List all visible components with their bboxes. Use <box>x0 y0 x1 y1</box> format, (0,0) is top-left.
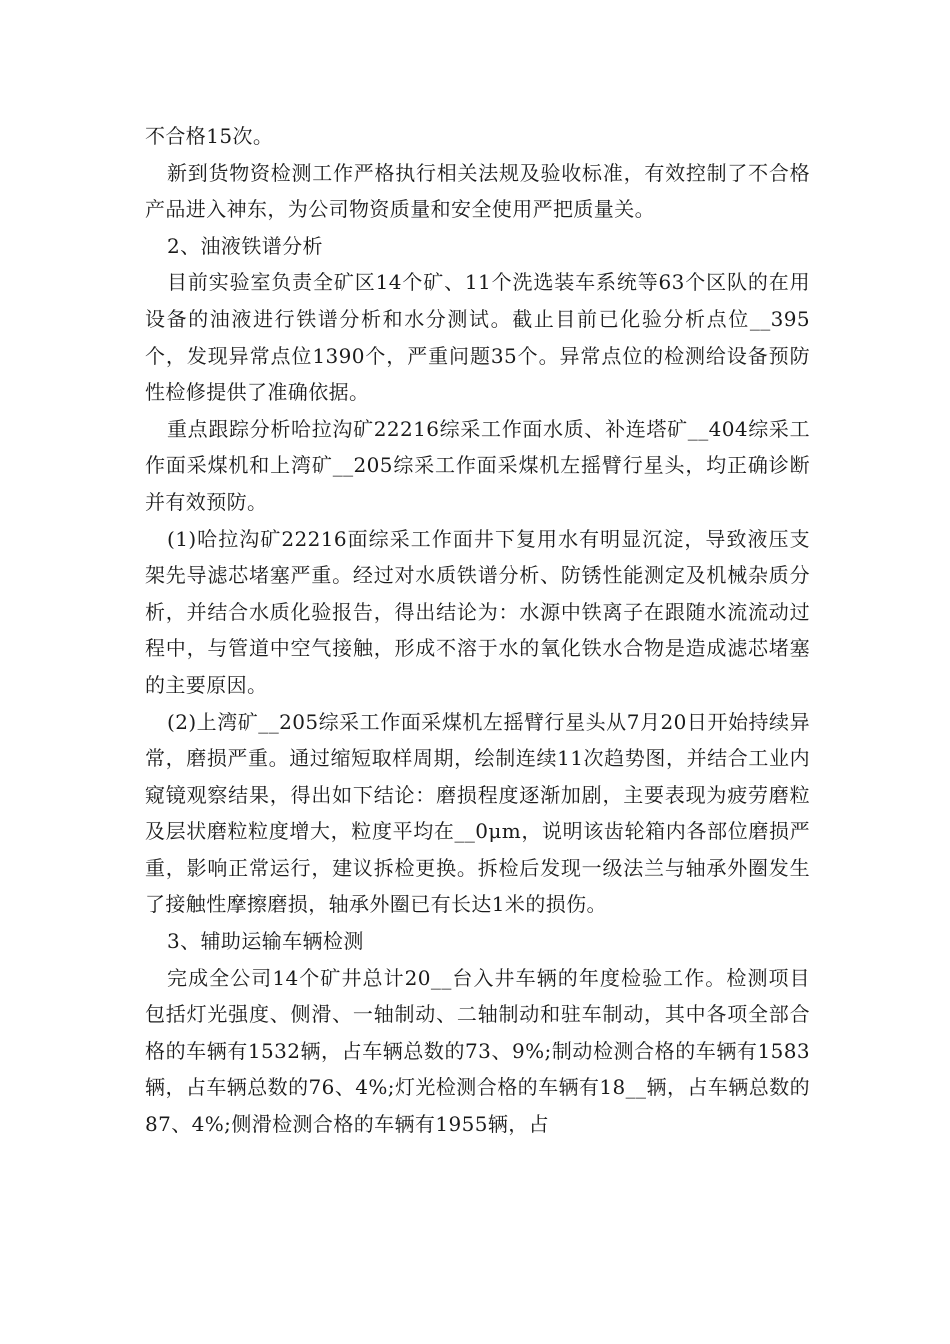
paragraph-2: 新到货物资检测工作严格执行相关法规及验收标准，有效控制了不合格产品进入神东，为公司物资质量和安全使用严把质量关。 <box>145 160 810 222</box>
section-heading-oil-ferrography: 2、油液铁谱分析 <box>167 233 323 258</box>
section-heading-vehicle-inspection: 3、辅助运输车辆检测 <box>167 929 364 954</box>
paragraph-5: (1)哈拉沟矿22216面综采工作面井下复用水有明显沉淀，导致液压支架先导滤芯堵塞严重。经过对水质铁谱分析、防锈性能测定及机械杂质分析，并结合水质化验报告，得出结论为：水源中铁离子在跟随水流流动过程中，与管道中空气接触，形成不溶于水的氧化铁水合物是造成滤芯堵塞的主要原因。 <box>145 526 810 697</box>
paragraph-7: 完成全公司14个矿井总计20__台入井车辆的年度检验工作。检测项目包括灯光强度、侧滑、一轴制动、二轴制动和驻车制动，其中各项全部合格的车辆有1532辆，占车辆总数的73、9%;制动检测合格的车辆有1583辆，占车辆总数的76、4%;灯光检测合格的车辆有18__辆，占车辆总数的87、4%;侧滑检测合格的车辆有1955辆，占 <box>145 965 810 1137</box>
paragraph-4: 重点跟踪分析哈拉沟矿22216综采工作面水质、补连塔矿__404综采工作面采煤机和上湾矿__205综采工作面采煤机左摇臂行星头，均正确诊断并有效预防。 <box>145 416 810 514</box>
paragraph-3: 目前实验室负责全矿区14个矿、11个洗选装车系统等63个区队的在用设备的油液进行铁谱分析和水分测试。截止目前已化验分析点位__395个，发现异常点位1390个，严重问题35个。异常点位的检测给设备预防性检修提供了准确依据。 <box>145 270 810 405</box>
paragraph-6: (2)上湾矿__205综采工作面采煤机左摇臂行星头从7月20日开始持续异常，磨损严重。通过缩短取样周期，绘制连续11次趋势图，并结合工业内窥镜观察结果，得出如下结论：磨损程度逐渐加剧，主要表现为疲劳磨粒及层状磨粒粒度增大，粒度平均在__0μm，说明该齿轮箱内各部位磨损严重，影响正常运行，建议拆检更换。拆检后发现一级法兰与轴承外圈发生了接触性摩擦磨损，轴承外圈已有长达1米的损伤。 <box>145 709 810 917</box>
paragraph-1: 不合格15次。 <box>145 124 274 148</box>
document-page <box>145 118 810 1143</box>
